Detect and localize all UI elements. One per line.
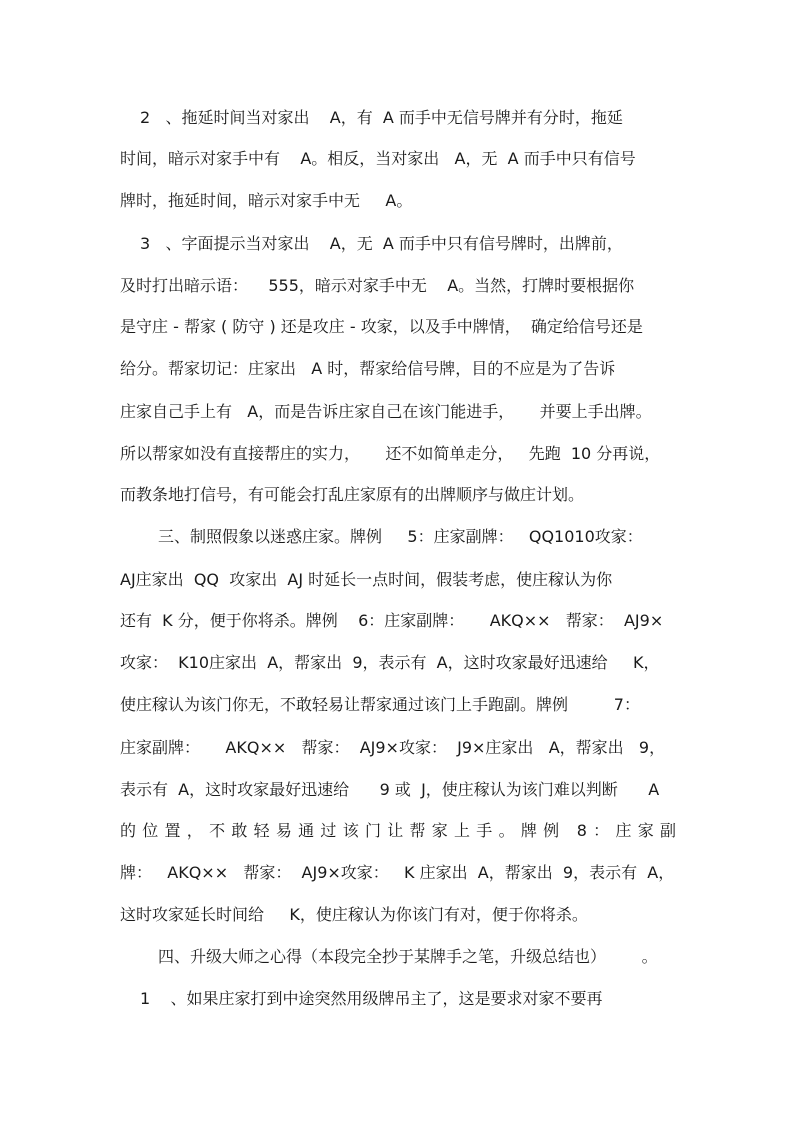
text-line: 时间，暗示对家手中有 A。相反，当对家出 A，无 A 而手中只有信号: [120, 149, 636, 168]
text-line: 还有 K 分，便于你将杀。牌例 6：庄家副牌： AKQ×× 帮家： AJ9×: [120, 611, 664, 630]
text-line: 1 、如果庄家打到中途突然用级牌吊主了，这是要求对家不要再: [140, 989, 603, 1008]
text-line: 三、制照假象以迷惑庄家。牌例 5：庄家副牌： QQ1010攻家：: [158, 527, 643, 546]
text-line: 表示有 A，这时攻家最好迅速给 9 或 J，使庄稼认为该门难以判断 A: [120, 780, 660, 799]
text-line: 庄家自己手上有 A，而是告诉庄家自己在该门能进手， 并要上手出牌。: [120, 402, 652, 421]
text-line: 所以帮家如没有直接帮庄的实力， 还不如简单走分， 先跑 10 分再说，: [120, 444, 661, 463]
text-line: 四、升级大师之心得（本段完全抄于某牌手之笔，升级总结也） 。: [158, 947, 658, 966]
text-line: 而教条地打信号，有可能会打乱庄家原有的出牌顺序与做庄计划。: [120, 485, 585, 504]
text-line: 2 、拖延时间当对家出 A，有 A 而手中无信号牌并有分时，拖延: [140, 108, 623, 127]
text-line: 攻家： K10庄家出 A，帮家出 9，表示有 A，这时攻家最好迅速给 K，: [120, 653, 660, 672]
text-line: 给分。帮家切记：庄家出 A 时，帮家给信号牌，目的不应是为了告诉: [120, 359, 616, 378]
text-line: 是守庄 - 帮家 ( 防守 ) 还是攻庄 - 攻家，以及手中牌情， 确定给信号还是: [120, 317, 643, 336]
text-line: 这时攻家延长时间给 K，使庄稼认为你该门有对，便于你将杀。: [120, 905, 588, 924]
text-line: 庄家副牌： AKQ×× 帮家： AJ9×攻家： J9×庄家出 A，帮家出 9，: [120, 738, 666, 757]
text-line: 3 、字面提示当对家出 A，无 A 而手中只有信号牌时，出牌前，: [140, 234, 623, 253]
text-line: 牌： AKQ×× 帮家： AJ9×攻家： K 庄家出 A，帮家出 9，表示有 A，: [120, 863, 675, 882]
text-line: 的位置，不敢轻易通过该门让帮家上手。牌例 8：庄家副: [120, 821, 676, 840]
text-line: 牌时，拖延时间，暗示对家手中无 A。: [120, 191, 413, 210]
text-line: AJ庄家出 QQ 攻家出 AJ 时延长一点时间，假装考虑，使庄稼认为你: [120, 570, 613, 589]
text-line: 使庄稼认为该门你无，不敢轻易让帮家通过该门上手跑副。牌例 7：: [120, 695, 640, 714]
text-line: 及时打出暗示语： 555，暗示对家手中无 A。当然，打牌时要根据你: [120, 276, 635, 295]
